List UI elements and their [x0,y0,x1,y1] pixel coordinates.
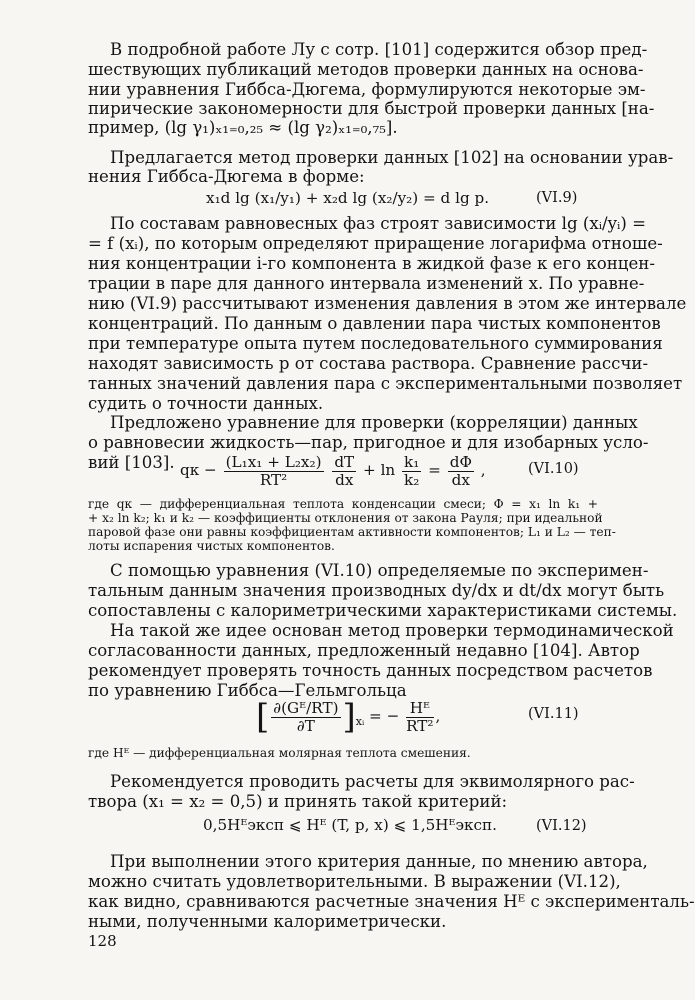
denominator: dx [335,470,354,489]
equation-number: (VI.10) [528,461,579,477]
text-line: концентраций. По данным о давлении пара чистых компонентов [88,314,661,333]
eq-term: , [480,461,486,479]
footnote-line: где qк — дифференциальная теплота конденсации смеси; Φ = x₁ ln k₁ + [88,497,598,511]
text-line: тальным данным значения производных dy/dx и dt/dx могут быть [88,581,665,600]
text-line: рекомендует проверять точность данных посредством расчетов [88,661,653,680]
text-line: С помощью уравнения (VI.10) определяемые по эксперимен- [110,561,649,580]
footnote-line: + x₂ ln k₂; k₁ и k₂ — коэффициенты отклонения от закона Рауля; при идеальной [88,511,603,525]
text-line: пирические закономерности для быстрой проверки данных [на- [88,99,655,118]
equation-number: (VI.11) [528,706,579,722]
numerator: ∂(Gᴱ/RT) [273,698,339,717]
text-line: В подробной работе Лу с сотр. [101] содержится обзор пред- [110,40,648,59]
denominator: ∂T [296,716,315,735]
text-line: нию (VI.9) рассчитывают изменения давления в этом же интервале [88,294,687,313]
text-line: На такой же идее основан метод проверки термодинамической [110,621,674,640]
numerator: dΦ [449,452,472,471]
denominator: k₂ [404,470,420,489]
right-bracket: ] [342,697,356,737]
footnote-line: паровой фазе они равны коэффициентам активности компонентов; L₁ и L₂ — теп- [88,525,616,539]
eq-term: qк − [180,461,217,479]
eq-term: , [435,707,441,725]
numerator: (L₁x₁ + L₂x₂) [225,452,322,471]
text-line: При выполнении этого критерия данные, по мнению автора, [110,852,648,871]
denominator: dx [451,470,470,489]
numerator: dT [334,452,355,471]
equation-vi12: 0,5Hᴱэксп ⩽ Hᴱ (T, p, x) ⩽ 1,5Hᴱэксп. [203,816,497,834]
text-line: можно считать удовлетворительными. В выражении (VI.12), [88,872,621,891]
text-line: трации в паре для данного интервала изменений x. По уравне- [88,274,645,293]
eq-term: = − [369,707,400,725]
numerator: k₁ [404,452,420,471]
fraction [224,454,324,489]
text-line: находят зависимость p от состава раствора. Сравнение рассчи- [88,354,649,373]
fraction [271,700,340,735]
text-line: танных значений давления пара с экспериментальными позволяет [88,374,683,393]
page-number: 128 [88,932,117,950]
text-line: о равновесии жидкость—пар, пригодное и для изобарных усло- [88,433,649,452]
text-line: сопоставлены с калориметрическими характеристиками системы. [88,601,678,620]
text-line: = f (xᵢ), по которым определяют приращение логарифма отноше- [88,234,663,253]
text-line: твора (x₁ = x₂ = 0,5) и принять такой критерий: [88,792,508,811]
equation-vi10 [180,450,486,490]
text-line: как видно, сравниваются расчетные значения Hᴱ с эксперименталь- [88,892,695,911]
text-line: ными, полученными калориметрически. [88,912,447,931]
text-line: нии уравнения Гиббса-Дюгема, формулируются некоторые эм- [88,80,646,99]
text-line: По составам равновесных фаз строят зависимости lg (xᵢ/yᵢ) = [110,214,647,233]
fraction [332,454,356,489]
left-bracket: [ [256,697,270,737]
text-line: при температуре опыта путем последовательного суммирования [88,334,663,353]
denominator: RT² [259,470,288,489]
fraction [448,454,474,489]
text-line: шествующих публикаций методов проверки данных на основа- [88,60,644,79]
footnote-line: где Hᴱ — дифференциальная молярная теплота смешения. [88,746,471,760]
text-line: Рекомендуется проводить расчеты для эквимолярного рас- [110,772,635,791]
equation-number: (VI.12) [536,818,587,834]
text-line: по уравнению Гиббса—Гельмгольца [88,681,407,700]
equation-vi11 [256,694,440,738]
text-line: Предлагается метод проверки данных [102] на основании урав- [110,148,674,167]
text-line: вий [103]. [88,453,175,472]
text-line: судить о точности данных. [88,394,324,413]
eq-term: + ln [363,461,396,479]
eq-term: = [428,461,441,479]
text-line: нения Гиббса-Дюгема в форме: [88,167,365,186]
footnote-line: лоты испарения чистых компонентов. [88,539,335,553]
fraction [406,700,433,735]
numerator: Hᴱ [406,700,433,718]
text-line: пример, (lg γ₁)ₓ₁₌₀,₂₅ ≈ (lg γ₂)ₓ₁₌₀,₇₅]. [88,118,398,137]
text-line: Предложено уравнение для проверки (корреляции) данных [110,413,638,432]
equation-number: (VI.9) [536,190,578,206]
denominator: RT² [406,716,434,735]
subscript: xᵢ [355,715,365,729]
fraction [402,454,421,489]
text-line: ния концентрации i-го компонента в жидкой фазе к его концен- [88,254,655,273]
text-line: согласованности данных, предложенный недавно [104]. Автор [88,641,640,660]
equation-vi9: x₁d lg (x₁/y₁) + x₂d lg (x₂/y₂) = d lg p. [206,189,490,207]
